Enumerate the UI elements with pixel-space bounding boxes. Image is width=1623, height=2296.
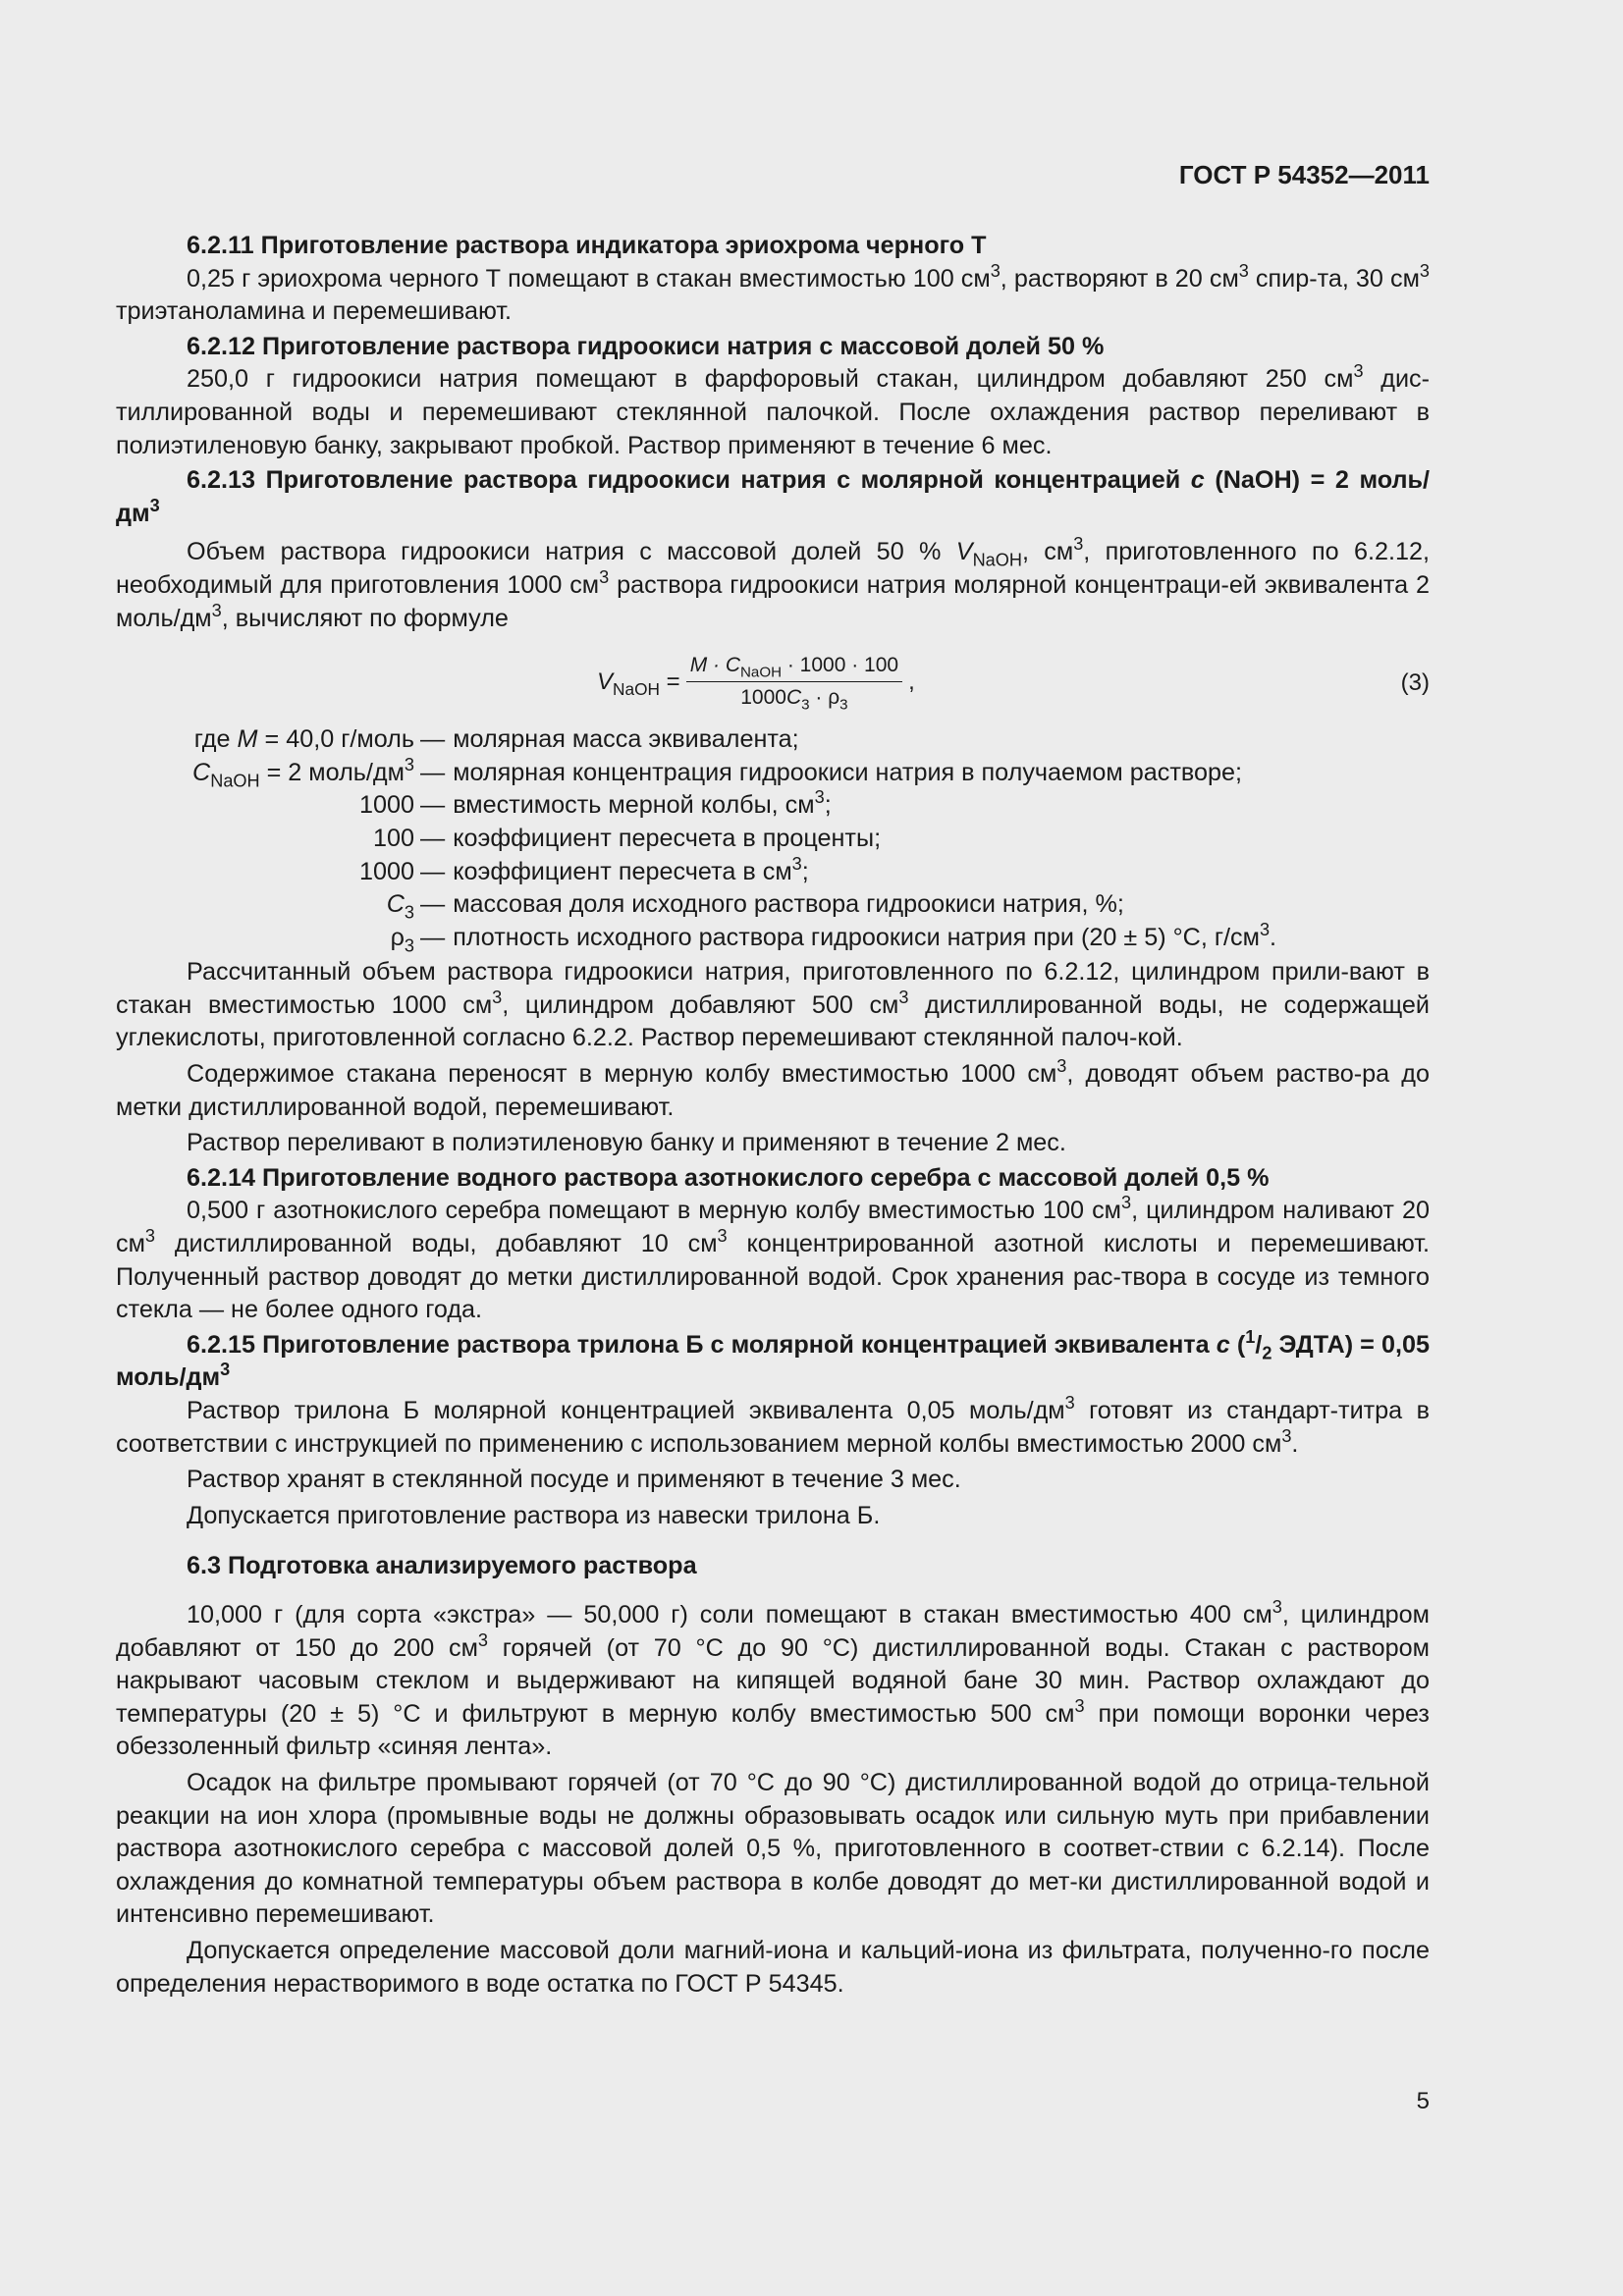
definition-row: $\rho_3$ — плотность исходного раствора гидроокиси натрия при (20 ± 5) °С, $г/см^3$. [390, 919, 1277, 956]
formula-3 [116, 645, 1430, 714]
section-title-6-2-11: 6.2.11 Приготовление раствора индикатора эриохрома черного Т [187, 232, 987, 259]
paragraph: Допускается определение массовой доли магний-иона и кальций-иона из фильтрата, полученно-го после определения нерастворимого в воде остатка по ГОСТ Р 54345. [116, 1936, 1430, 1998]
document-body [116, 228, 1430, 2001]
document-header: ГОСТ Р 54352—2011 [1178, 160, 1430, 189]
definition-row: 1000 — вместимость мерной колбы, $см^3$; [358, 787, 832, 820]
formula-fraction [686, 653, 902, 714]
definition-row: 100 — коэффициент пересчета в проценты; [372, 824, 882, 852]
definition-row: 1000 — коэффициент пересчета в $см^3$; [358, 853, 809, 885]
section-title-6-2-15: 6.2.15 Приготовление раствора трилона Б с молярной концентрацией эквивалента с ($^1/_2$ ЭДТА) = 0,05 моль/$дм^3$ [116, 1326, 1430, 1392]
definition-row: где М = 40,0 г/моль — молярная масса эквивалента; [193, 725, 799, 754]
paragraph: Раствор хранят в стеклянной посуде и применяют в течение 3 мес. [187, 1466, 961, 1494]
section-title-6-3: 6.3 Подготовка анализируемого раствора [187, 1552, 697, 1580]
equation-number: (3) [1400, 669, 1430, 697]
section-title-6-2-12: 6.2.12 Приготовление раствора гидроокиси натрия с массовой долей 50 % [187, 332, 1105, 360]
paragraph: Осадок на фильтре промывают горячей (от 70 °С до 90 °С) дистиллированной водой до отрица-тельной реакции на ион хлора (промывные воды не должны образовывать осадок или сильную муть при прибавлении раствора азотнокислого серебра с массовой долей 0,5 %, приготовленного в соответ-ствии с 6.2.14). После охлаждения до комнатной температуры объем раствора в колбе доводят до мет-ки дистиллированной водой и интенсивно перемешивают. [116, 1768, 1430, 1929]
paragraph: 0,25 г эриохрома черного Т помещают в стакан вместимостью 100 $см^3$, растворяют в 20 $см^3$ спир-та, 30 $см^3$ триэтаноламина и перемешивают. [116, 260, 1430, 326]
paragraph: Раствор трилона Б молярной концентрацией эквивалента 0,05 моль/$дм^3$ готовят из стандарт-титра в соответствии с инструкцией по применению с использованием мерной колбы вместимостью 2000 $см^3$. [116, 1393, 1430, 1458]
paragraph: Рассчитанный объем раствора гидроокиси натрия, приготовленного по 6.2.12, цилиндром прили-вают в стакан вместимостью 1000 $см^3$, цилиндром добавляют 500 $см^3$ дистиллированной воды, не содержащей углекислоты, приготовленной согласно 6.2.2. Раствор перемешивают стеклянной палоч-кой. [116, 958, 1430, 1052]
paragraph: 10,000 г (для сорта «экстра» — 50,000 г) соли помещают в стакан вместимостью 400 $см^3$, цилиндром добавляют от 150 до 200 $см^3$ горячей (от 70 °С до 90 °С) дистиллированной воды. Стакан с раствором накрывают часовым стеклом и выдерживают на кипящей водяной бане 30 мин. Раствор охлаждают до температуры (20 ± 5) °С и фильтруют в мерную колбу вместимостью 500 $см^3$ при помощи воронки через обеззоленный фильтр «синяя лента». [116, 1597, 1431, 1761]
page-number: 5 [1416, 2088, 1430, 2114]
section-title-6-2-13: 6.2.13 Приготовление раствора гидроокиси натрия с молярной концентрацией с (NaOH) = 2 моль/$дм^3$ [116, 466, 1430, 527]
formula-denominator: $1000C_3 \cdot \rho_3$ [740, 686, 848, 714]
formula-expression: $V_{NaOH}$ = $\frac{M \cdot C_{NaOH} \cdot 1000 \cdot 100}{1000C_3 \cdot \rho_3}$ , [597, 654, 915, 714]
definition-row: $C_{NaOH} = 2$ моль/$дм^3$ — молярная концентрация гидроокиси натрия в получаемом растворе; [192, 754, 1242, 791]
formula-numerator: $M \cdot C_{NaOH} \cdot 1000 \cdot 100$ [686, 653, 902, 682]
paragraph: Допускается приготовление раствора из навески трилона Б. [187, 1501, 881, 1529]
definition-row: $C_3$ — массовая доля исходного раствора гидроокиси натрия, %; [386, 890, 1124, 923]
paragraph: Раствор переливают в полиэтиленовую банку и применяют в течение 2 мес. [187, 1129, 1066, 1157]
section-title-6-2-14: 6.2.14 Приготовление водного раствора азотнокислого серебра с массовой долей 0,5 % [187, 1163, 1270, 1192]
paragraph: 250,0 г гидроокиси натрия помещают в фарфоровый стакан, цилиндром добавляют 250 $см^3$ дис-тиллированной воды и перемешивают стеклянной палочкой. После охлаждения раствор переливают в полиэтиленовую банку, закрывают пробкой. Раствор применяют в течение 6 мес. [116, 361, 1431, 459]
paragraph: Объем раствора гидроокиси натрия с массовой долей 50 % $V_{NaOH}$, $см^3$, приготовленного по 6.2.12, необходимый для приготовления 1000 $см^3$ раствора гидроокиси натрия молярной концентраци-ей эквивалента 2 моль/$дм^3$, вычисляют по формуле [116, 534, 1431, 632]
paragraph: Содержимое стакана переносят в мерную колбу вместимостью 1000 $см^3$, доводят объем раство-ра до метки дистиллированной водой, перемешивают. [116, 1056, 1430, 1121]
variable-definitions [114, 723, 1276, 954]
paragraph: 0,500 г азотнокислого серебра помещают в мерную колбу вместимостью 100 $см^3$, цилиндром наливают 20 $см^3$ дистиллированной воды, добавляют 10 $см^3$ концентрированной азотной кислоты и перемешивают. Полученный раствор доводят до метки дистиллированной водой. Срок хранения рас-твора в сосуде из темного стекла — не более одного года. [116, 1193, 1431, 1324]
